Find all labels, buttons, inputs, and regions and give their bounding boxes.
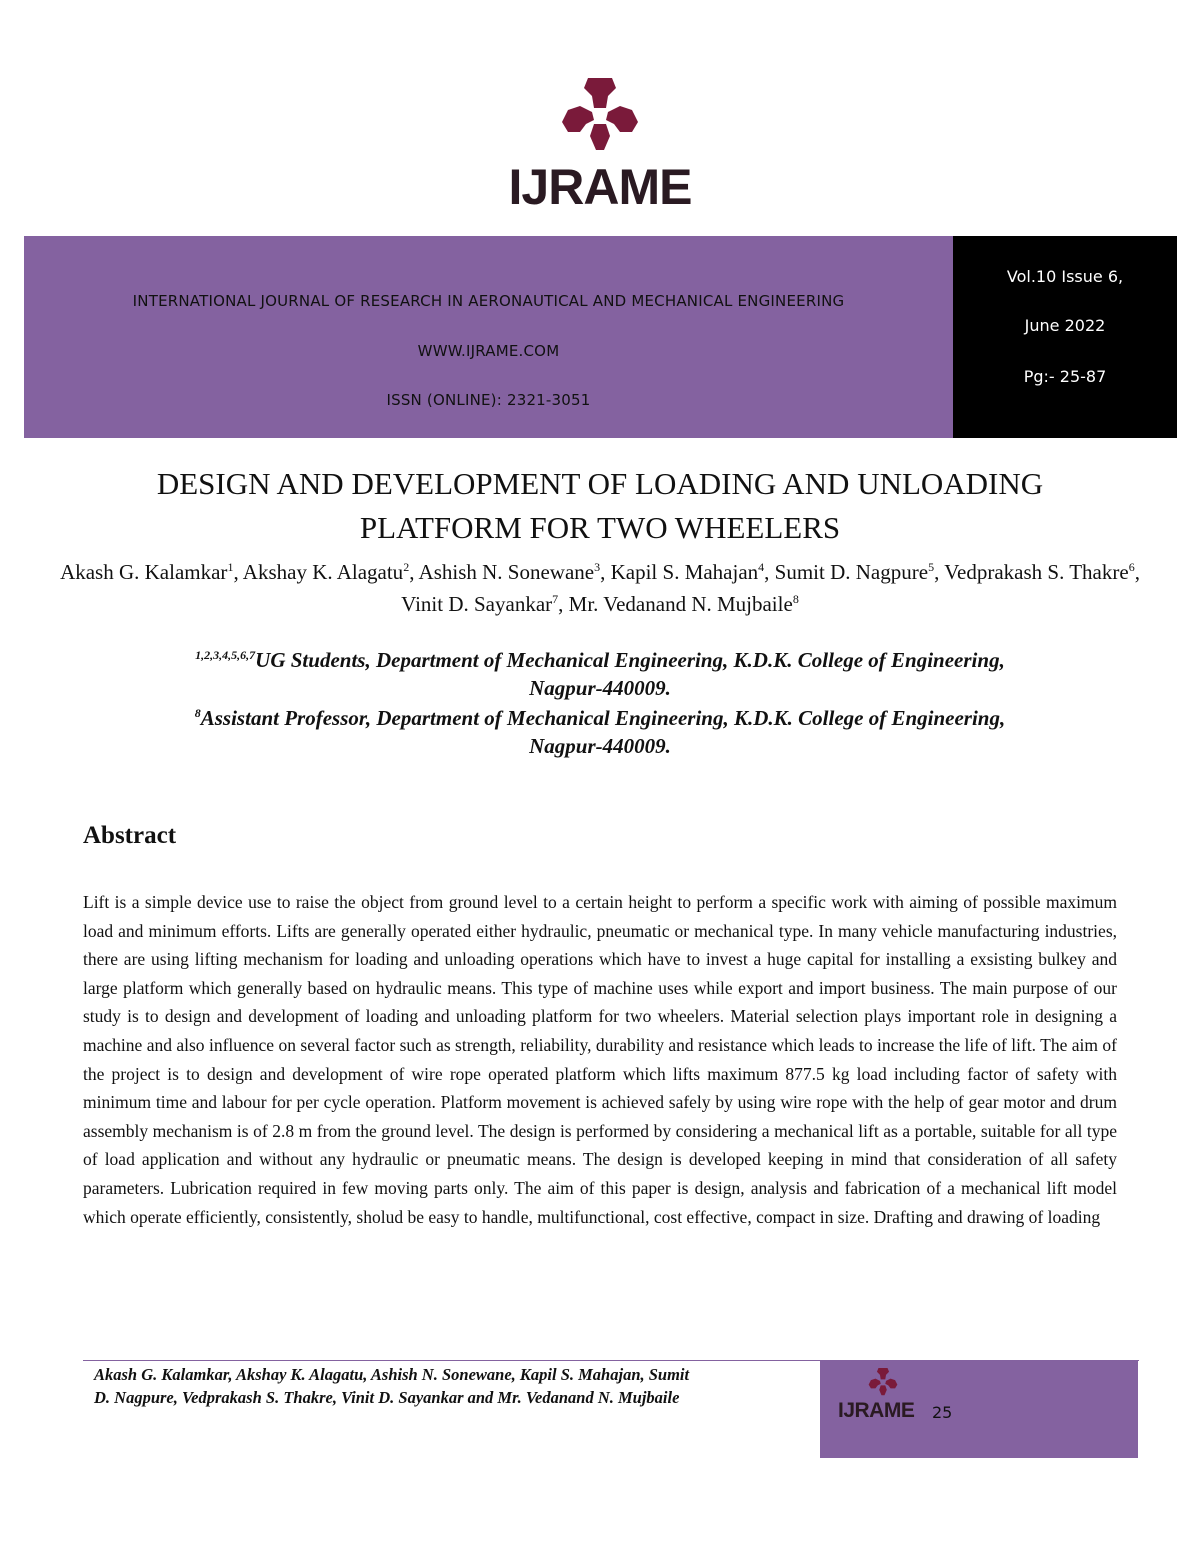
ijrame-emblem-icon xyxy=(864,1365,902,1399)
footer-authors-line-1: Akash G. Kalamkar, Akshay K. Alagatu, Ashish N. Sonewane, Kapil S. Mahajan, Sumit xyxy=(94,1365,690,1384)
issue-volume: Vol.10 Issue 6, xyxy=(1006,267,1124,286)
author-name: Vinit D. Sayankar xyxy=(401,592,553,616)
journal-name: INTERNATIONAL JOURNAL OF RESEARCH IN AERONAUTICAL AND MECHANICAL ENGINEERING xyxy=(132,292,845,310)
author-sup: 2 xyxy=(403,560,410,574)
affiliation-sup: 1,2,3,4,5,6,7 xyxy=(195,648,256,662)
abstract-text: Lift is a simple device use to raise the object from ground level to a certain height to perform a specific work with aiming of possible maximum load and minimum efforts. Lifts are generally operated either hydraulic, pneumatic or mechanical type. In many vehicle manufacturing industries, there are using lifting mechanism for loading and unloading operations which have to invest a huge capital for installing a exsisting bulkey and large platform which generally based on hydraulic means. This type of machine uses while export and import business. The main purpose of our study is to design and development of loading and unloading platform for two wheelers. Material selection plays important role in designing a machine and also influence on several factor such as strength, reliability, durability and resistance which leads to increase the life of lift. The aim of the project is to design and development of wire rope operated platform which lifts maximum 877.5 kg load including factor of safety with minimum time and labour for per cycle operation. Platform movement is achieved safely by using wire rope with the help of gear motor and drum assembly mechanism is of 2.8 m from the ground level. The design is performed by considering a mechanical lift as a portable, suitable for all type of load application and without any hydraulic or pneumatic means. The design is developed keeping in mind that consideration of all safety parameters. Lubrication required in few moving parts only. The aim of this paper is design, analysis and fabrication of a mechanical lift model which operate efficiently, consistently, sholud be easy to handle, multifunctional, cost effective, compact in size. Drafting and drawing of loading xyxy=(83,892,1117,1227)
author-sup: 1 xyxy=(227,560,234,574)
paper-title-line-1: DESIGN AND DEVELOPMENT OF LOADING AND UNLOADING xyxy=(156,466,1044,501)
author-name: Akash G. Kalamkar xyxy=(60,560,228,584)
affiliation-professor xyxy=(60,704,1140,760)
journal-header-banner xyxy=(24,236,953,438)
footer-logo-box xyxy=(820,1361,1138,1458)
journal-logo xyxy=(0,70,1200,215)
footer-logo-wordmark: IJRAME xyxy=(838,1399,915,1422)
author-name: Kapil S. Mahajan xyxy=(610,560,759,584)
footer-authors-line-2: D. Nagpure, Vedprakash S. Thakre, Vinit D. Sayankar and Mr. Vedanand N. Mujbaile xyxy=(94,1388,680,1407)
journal-issn: ISSN (ONLINE): 2321-3051 xyxy=(386,391,591,409)
author-sup: 5 xyxy=(928,560,935,574)
footer-authors xyxy=(94,1363,814,1409)
paper-title-line-2: PLATFORM FOR TWO WHEELERS xyxy=(359,510,841,545)
author-list: Akash G. Kalamkar$^1$, Akshay K. Alagatu$^2$, Ashish N. Sonewane$^3$, Kapil S. Mahajan$^4$, Sumit D. Nagpure$^5$, Vedprakash S. Thakre$^6$, Vinit D. Sayankar$^7$, Mr. Vedanand N. Mujbaile$^8$ xyxy=(60,560,1140,616)
author-sup: 4 xyxy=(758,560,765,574)
issue-date: June 2022 xyxy=(1024,316,1106,335)
affiliation-students xyxy=(60,646,1140,702)
journal-website[interactable]: WWW.IJRAME.COM xyxy=(417,342,560,360)
issue-pages: Pg:- 25-87 xyxy=(1023,367,1107,386)
ijrame-emblem-icon xyxy=(550,70,650,160)
author-sup: 3 xyxy=(594,560,601,574)
affiliation-text: Assistant Professor, Department of Mechanical Engineering, K.D.K. College of Engineering, xyxy=(200,706,1006,730)
author-name: Mr. Vedanand N. Mujbaile xyxy=(568,592,793,616)
affiliation-city: Nagpur-440009. xyxy=(529,734,671,758)
abstract-heading: Abstract xyxy=(83,822,177,849)
author-name: Ashish N. Sonewane xyxy=(418,560,595,584)
author-name: Sumit D. Nagpure xyxy=(774,560,929,584)
affiliation-text: UG Students, Department of Mechanical Engineering, K.D.K. College of Engineering, xyxy=(255,648,1005,672)
author-name: Akshay K. Alagatu xyxy=(242,560,404,584)
author-sup: 7 xyxy=(552,592,559,606)
author-sup: 8 xyxy=(792,592,799,606)
page-number: 25 xyxy=(932,1403,953,1422)
affiliation-city: Nagpur-440009. xyxy=(529,676,671,700)
logo-wordmark: IJRAME xyxy=(508,159,692,215)
author-name: Vedprakash S. Thakre xyxy=(944,560,1129,584)
issue-info-box xyxy=(953,236,1177,438)
paper-title xyxy=(60,462,1140,550)
affiliation-sup: 8 xyxy=(194,706,201,720)
author-sup: 6 xyxy=(1128,560,1135,574)
